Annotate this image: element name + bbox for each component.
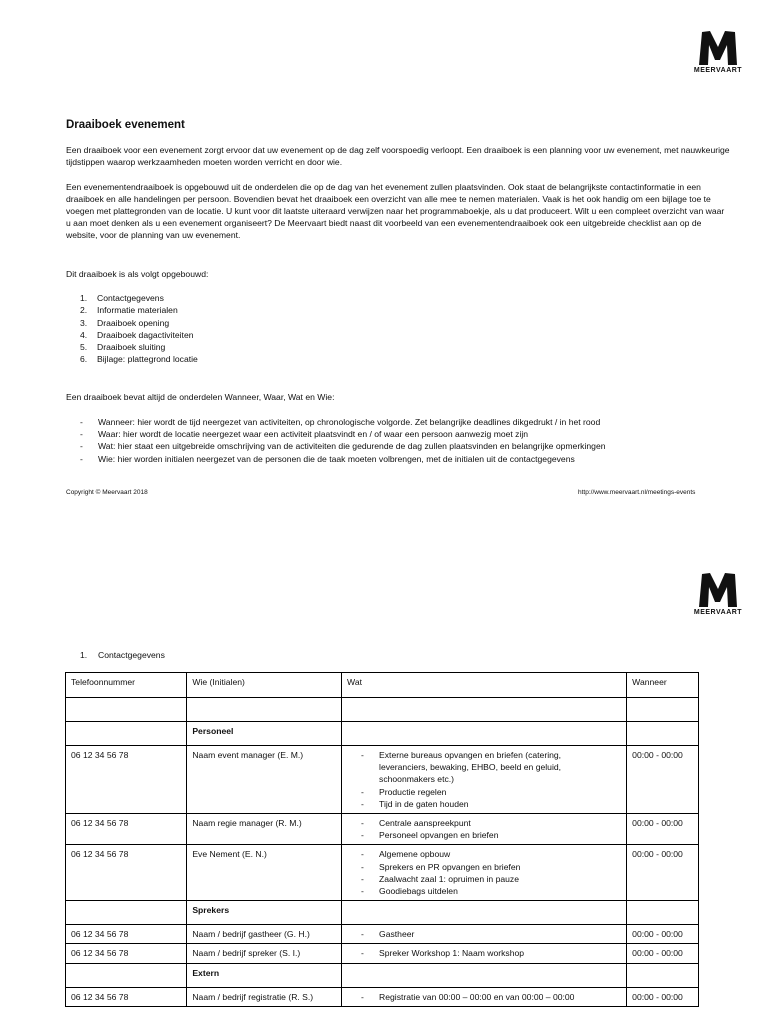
what-cell [342,987,627,1006]
copyright-footer: Copyright © Meervaart 2018 [66,489,148,496]
list-item: - Algemene opbouw [361,849,451,860]
what-cell [342,944,627,963]
list-item: - Waar: hier wordt de locatie neergezet waar een activiteit plaatsvindt en / of waar een persoon aanwezig moet zijn [80,429,529,440]
list-item: - Sprekers en PR opvangen en briefen [361,861,521,872]
what-cell [342,845,627,901]
list-item: 1. Contactgegevens [80,293,164,303]
table-row [66,944,699,963]
list-item: schoonmakers etc.) [379,774,455,785]
when-cell: 00:00 - 00:00 [627,925,699,944]
who-cell: Eve Nement (E. N.) [187,845,342,901]
list-item: 3. Draaiboek opening [80,317,170,328]
list-item: 6. Bijlage: plattegrond locatie [80,354,198,365]
contact-table [65,672,699,1007]
list-item: - Personeel opvangen en briefen [361,830,499,841]
phone-cell: 06 12 34 56 78 [66,845,187,901]
list-item: - Wie: hier worden initialen neergezet van de personen die de taak moeten volbrengen, met de initialen uit de contactgegevens [80,453,575,464]
column-header: Wanneer [627,673,699,698]
website-url-link[interactable]: http://www.meervaart.nl/meetings-events [578,489,696,496]
what-cell [342,925,627,944]
list-item: - Tijd in de gaten houden [361,798,469,809]
when-cell: 00:00 - 00:00 [627,845,699,901]
contents-list [80,292,198,366]
list-item: - Zaalwacht zaal 1: opruimen in pauze [361,873,519,884]
table-row [66,814,699,845]
document-title: Draaiboek evenement [66,119,185,131]
table-row [66,845,699,901]
column-header: Wat [342,673,627,698]
phone-cell: 06 12 34 56 78 [66,944,187,963]
who-cell: Naam / bedrijf gastheer (G. H.) [187,925,342,944]
list-item: - Registratie van 00:00 – 00:00 en van 00:00 – 00:00 [361,991,575,1002]
who-cell: Naam event manager (E. M.) [187,746,342,814]
group-label: Personeel [192,726,234,736]
phone-cell: 06 12 34 56 78 [66,814,187,845]
who-cell: Naam / bedrijf registratie (R. S.) [187,987,342,1006]
table-row [66,987,699,1006]
when-cell: 00:00 - 00:00 [627,944,699,963]
table-row [66,698,699,722]
intro-paragraph: Een draaiboek voor een evenement zorgt ervoor dat uw evenement op de dag zelf voorspoedig verloopt. Een draaiboek is een planning voor uw evenement, met nauwkeurige tijdstippen waarop werkzaamheden moeten worden verricht en door wie. [66,145,730,167]
phone-cell: 06 12 34 56 78 [66,746,187,814]
list-item: - Wat: hier staat een uitgebreide omschrijving van de activiteiten die gedurende de dag zullen plaatsvinden en belangrijke opmerkingen [80,441,606,452]
list-item: leveranciers, bewaking, EHBO, beeld en geluid, [379,762,562,773]
table-group-row [66,963,699,987]
meervaart-wordmark: MEERVAART [693,609,743,616]
table-group-row [66,901,699,925]
list-item: - Wanneer: hier wordt de tijd neergezet van activiteiten, op chronologische volgorde. Zet belangrijke deadlines dikgedrukt / in het rood [80,417,601,427]
table-group-row [66,722,699,746]
meervaart-logo [688,572,748,616]
column-header: Wie (Initialen) [187,673,342,698]
phone-cell: 06 12 34 56 78 [66,987,187,1006]
list-item: - Externe bureaus opvangen en briefen (catering, [361,750,562,760]
list-item: - Productie regelen [361,786,447,797]
meervaart-logo-mark-icon [698,30,738,66]
who-cell: Naam / bedrijf spreker (S. I.) [187,944,342,963]
list-item: - Goodiebags uitdelen [361,886,458,897]
meervaart-logo [688,30,748,74]
group-label: Extern [192,967,220,978]
contents-intro: Dit draaiboek is als volgt opgebouwd: [66,269,209,279]
when-cell: 00:00 - 00:00 [627,814,699,845]
meervaart-wordmark: MEERVAART [693,67,743,74]
what-cell [342,814,627,845]
table-row [66,925,699,944]
list-item: 4. Draaiboek dagactiviteiten [80,329,194,340]
phone-cell: 06 12 34 56 78 [66,925,187,944]
section-heading: 1. Contactgegevens [80,650,165,660]
list-item: - Gastheer [361,929,415,940]
list-item: - Spreker Workshop 1: Naam workshop [361,948,525,959]
who-cell: Naam regie manager (R. M.) [187,814,342,845]
group-label: Sprekers [192,905,230,916]
column-header: Telefoonnummer [66,673,187,698]
what-cell [342,746,627,814]
meervaart-logo-mark-icon [698,572,738,608]
list-item: 5. Draaiboek sluiting [80,342,166,353]
when-cell: 00:00 - 00:00 [627,746,699,814]
elements-intro: Een draaiboek bevat altijd de onderdelen Wanneer, Waar, Wat en Wie: [66,392,335,402]
list-item: - Centrale aanspreekpunt [361,818,471,829]
table-row [66,746,699,814]
structure-paragraph: Een evenementendraaiboek is opgebouwd uit de onderdelen die op de dag van het evenement zullen plaatsvinden. Ook staat de belangrijkste contactinformatie in een draaiboek en alle handelingen per persoon. Bovendien bevat het draaiboek een overzicht van alle mee te nemen materialen. Vaak is het ook handig om een bijlage toe te voegen met plattegronden van de locatie. U kunt voor dit laatste uiteraard verwijzen naar het programmaboekje, als u dat produceert. Wilt u een compleet overzicht van waar u aan moet denken als u een evenement organiseert? De Meervaart biedt naast dit voorbeeld van een evenementendraaiboek ook een uitgebreide checklist aan op de website, voor de planning van uw evenement. [66,182,725,240]
table-header-row [66,673,699,698]
elements-list [80,416,606,465]
when-cell: 00:00 - 00:00 [627,987,699,1006]
list-item: 2. Informatie materialen [80,305,178,316]
